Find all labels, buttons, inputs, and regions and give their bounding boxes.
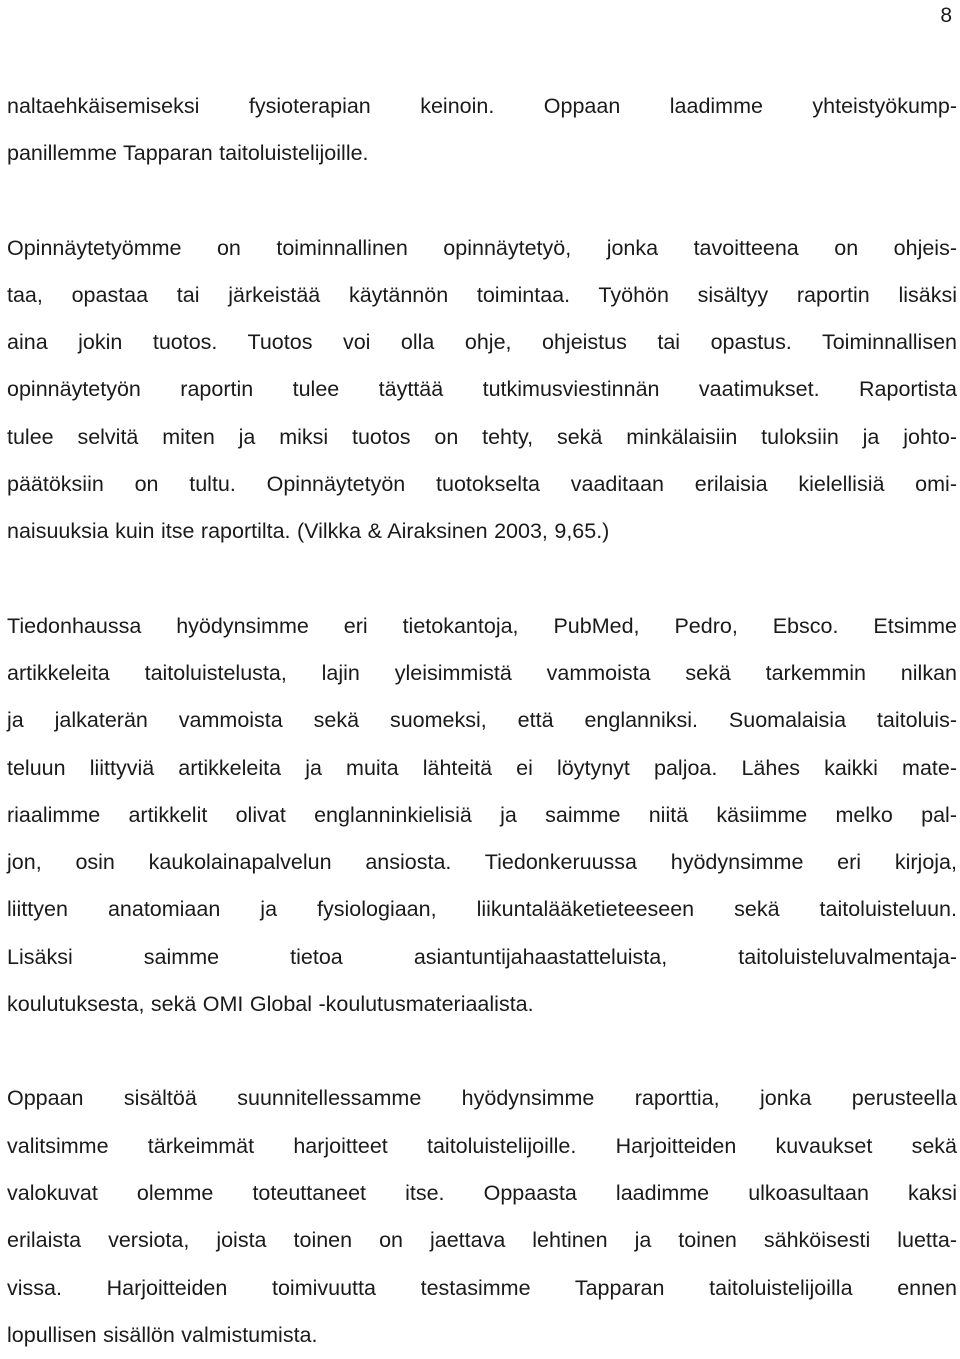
text-line: liittyen anatomiaan ja fysiologiaan, liikuntalääketieteeseen sekä taitoluisteluun. [7,897,957,922]
text-line: vissa. Harjoitteiden toimivuutta testasimme Tapparan taitoluistelijoilla ennen [7,1275,957,1300]
text-line: opinnäytetyön raportin tulee täyttää tutkimusviestinnän vaatimukset. Raportista [7,377,957,402]
text-line: Opinnäytetyömme on toiminnallinen opinnäytetyö, jonka tavoitteena on ohjeis- [7,235,957,260]
page-number: 8 [940,4,952,27]
text-line: naisuuksia kuin itse raportilta. (Vilkka & Airaksinen 2003, 9,65.) [7,519,610,544]
paragraph-guide-content [7,1075,957,1359]
text-line: Oppaan sisältöä suunnitellessamme hyödynsimme raporttia, jonka perusteella [7,1086,957,1111]
text-line: valokuvat olemme toteuttaneet itse. Oppaasta laadimme ulkoasultaan kaksi [7,1180,957,1205]
text-line: artikkeleita taitoluistelusta, lajin yleisimmistä vammoista sekä tarkemmin nilkan [7,660,957,685]
document-body [7,83,957,1359]
text-line: teluun liittyviä artikkeleita ja muita lähteitä ei löytynyt paljoa. Lähes kaikki mate- [7,755,957,780]
text-line: riaalimme artikkelit olivat englanninkielisiä ja saimme niitä käsiimme melko pal- [7,802,957,827]
text-line: päätöksiin on tultu. Opinnäytetyön tuotokselta vaaditaan erilaisia kielellisiä omi- [7,472,957,497]
text-line: jon, osin kaukolainapalvelun ansiosta. Tiedonkeruussa hyödynsimme eri kirjoja, [7,850,957,875]
text-line: erilaista versiota, joista toinen on jaettava lehtinen ja toinen sähköisesti luetta- [7,1228,957,1253]
text-line: aina jokin tuotos. Tuotos voi olla ohje, ohjeistus tai opastus. Toiminnallisen [7,330,957,355]
text-line: lopullisen sisällön valmistumista. [7,1322,318,1347]
text-line: koulutuksesta, sekä OMI Global -koulutusmateriaalista. [7,992,534,1017]
paragraph-functional-thesis [7,225,957,556]
text-line: tulee selvitä miten ja miksi tuotos on tehty, sekä minkälaisiin tuloksiin ja johto- [7,424,957,449]
text-line: valitsimme tärkeimmät harjoitteet taitoluistelijoille. Harjoitteiden kuvaukset sekä [7,1133,957,1158]
text-line: Lisäksi saimme tietoa asiantuntijahaastatteluista, taitoluisteluvalmentaja- [7,944,957,969]
text-line: taa, opastaa tai järkeistää käytännön toimintaa. Työhön sisältyy raportin lisäksi [7,282,957,307]
text-line: Tiedonhaussa hyödynsimme eri tietokantoja, PubMed, Pedro, Ebsco. Etsimme [7,613,957,638]
text-line: naltaehkäisemiseksi fysioterapian keinoin. Oppaan laadimme yhteistyökump- [7,94,957,118]
paragraph-information-search [7,603,957,1029]
paragraph-intro [7,83,957,178]
text-line: panillemme Tapparan taitoluistelijoille. [7,141,369,166]
text-line: ja jalkaterän vammoista sekä suomeksi, että englanniksi. Suomalaisia taitoluis- [7,708,957,733]
